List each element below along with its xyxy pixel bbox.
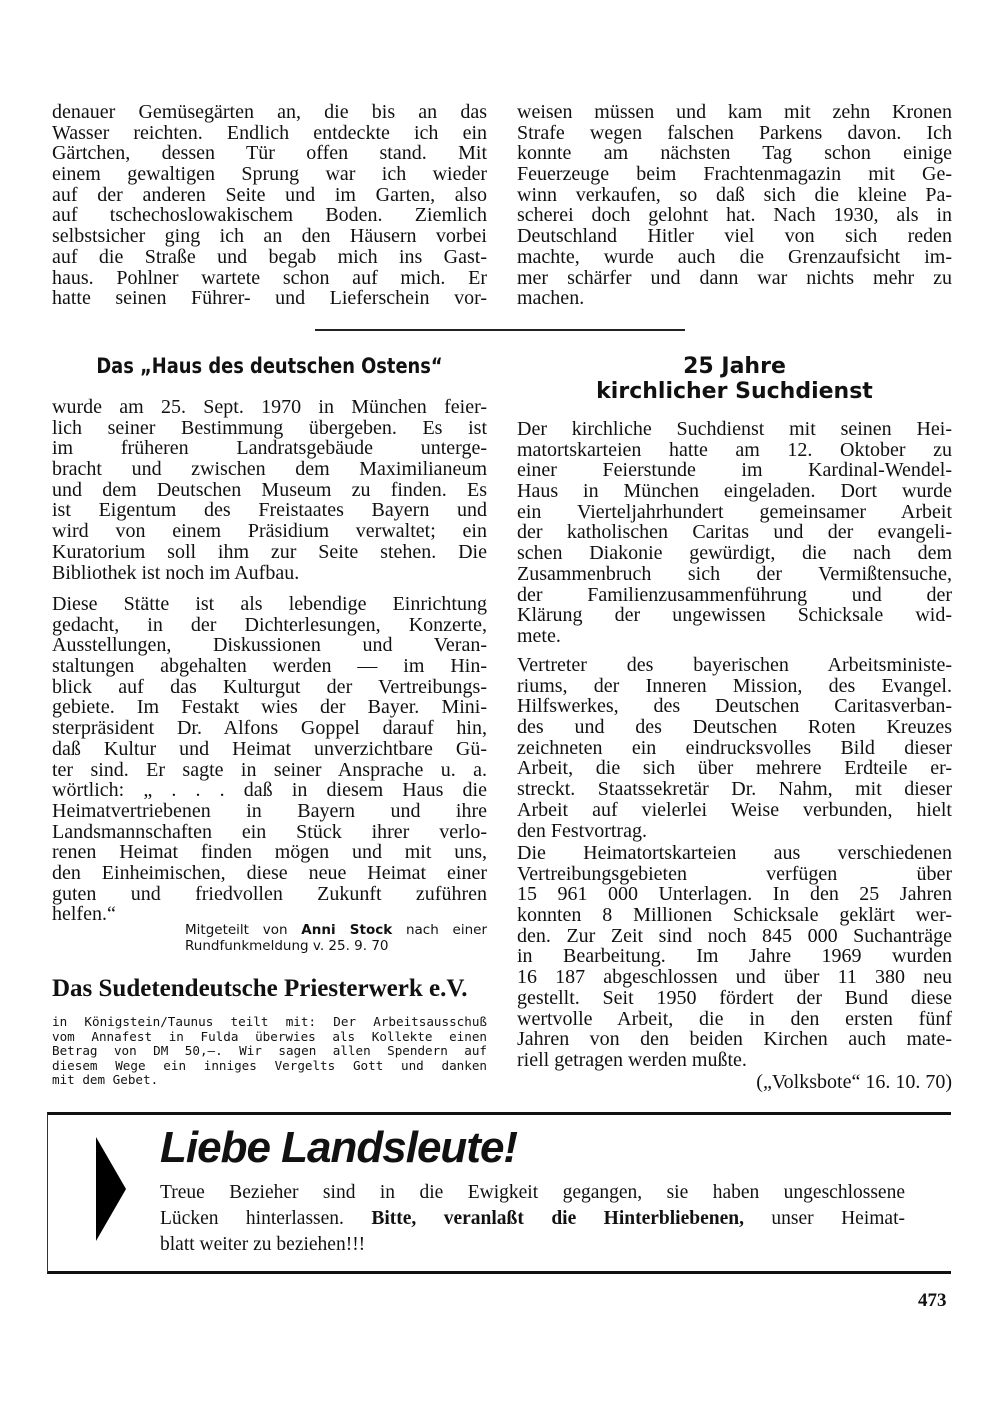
text-line: Landsmannschaften ein Stück ihrer verlo- — [52, 820, 487, 843]
text-line: Deutschland Hitler viel von sich reden — [517, 225, 952, 248]
text-line: Feuerzeuge beim Frachtenmagazin mit Ge- — [517, 163, 952, 186]
text-line: Bibliothek ist noch im Aufbau. — [52, 561, 300, 584]
divider-rule — [315, 329, 685, 331]
text-line: konnten 8 Millionen Schicksale geklärt wer- — [517, 904, 952, 927]
suchdienst-heading — [517, 354, 952, 404]
text-line: Kuratorium soll ihm zur Seite stehen. Die — [52, 540, 487, 563]
heading-line: kirchlicher Suchdienst — [596, 379, 873, 404]
text-line: matortskarteien hatte am 12. Oktober zu — [517, 438, 952, 461]
text-line: renen Heimat finden mögen und mit uns, — [52, 841, 487, 864]
text-line: machte, wurde auch die Grenzaufsicht im- — [517, 245, 952, 268]
text-line: Ausstellungen, Diskussionen und Veran- — [52, 634, 487, 657]
text-line: einer Feierstunde im Kardinal-Wendel- — [517, 459, 952, 482]
text-line: wörtlich: „ . . . daß in diesem Haus die — [52, 779, 487, 802]
arrow-triangle-icon — [96, 1137, 126, 1241]
text-line: Die Heimatortskarteien aus verschiedenen — [517, 842, 952, 864]
text-line: 15 961 000 Unterlagen. In den 25 Jahren — [517, 883, 952, 906]
text-line: machen. — [517, 287, 585, 310]
suchdienst-paragraph-1 — [517, 419, 952, 647]
text-line: riell getragen werden mußte. — [517, 1048, 747, 1071]
text-line: winn verkaufen, so daß sich die kleine Pa- — [517, 183, 952, 206]
suchdienst-paragraph-3 — [517, 843, 952, 1071]
text-line: einem gewaltigen Sprung war ich wieder — [52, 163, 487, 186]
credit-text: Mitgeteilt von — [185, 922, 302, 938]
text-line: bracht und zwischen dem Maximilianeum — [52, 458, 487, 481]
text-line: riums, der Inneren Mission, des Evangel. — [517, 674, 952, 697]
text-line: auf der anderen Seite und im Garten, also — [52, 183, 487, 206]
text-line: Hilfswerkes, des Deutschen Caritasverban- — [517, 695, 952, 718]
text-line: im früheren Landratsgebäude unterge- — [52, 437, 487, 460]
haus-credit — [185, 922, 487, 954]
text-line: in Königstein/Taunus teilt mit: Der Arbeitsausschuß — [52, 1014, 487, 1029]
text-line: guten und friedvollen Zukunft zuführen — [52, 882, 487, 905]
text-line: Wasser reichten. Endlich entdeckte ich ein — [52, 121, 487, 144]
notice-line: Lücken hinterlassen. — [160, 1208, 372, 1229]
text-line: Vertreibungsgebieten verfügen über — [517, 862, 952, 885]
text-line: sterpräsident Dr. Alfons Goppel darauf hin, — [52, 717, 487, 740]
text-line: Arbeit, die sich über mehrere Erdteile er- — [517, 757, 952, 780]
credit-author: Anni Stock — [301, 922, 393, 938]
text-line: Zusammenbruch sich der Vermißtensuche, — [517, 562, 952, 585]
top-left-continuation — [52, 102, 487, 309]
top-right-continuation — [517, 102, 952, 309]
text-line: scherei doch gelohnt hat. Nach 1930, als in — [517, 204, 952, 227]
priesterwerk-heading: Das Sudetendeutsche Priesterwerk e.V. — [52, 975, 468, 1002]
text-line: lich seiner Bestimmung übergeben. Es ist — [52, 416, 487, 439]
text-line: wurde am 25. Sept. 1970 in München feier- — [52, 396, 487, 418]
heading-line: 25 Jahre — [683, 354, 786, 379]
text-line: vom Annafest in Fulda überwies als Kollekte einen — [52, 1028, 487, 1044]
haus-paragraph-2 — [52, 594, 487, 925]
text-line: zeichneten ein eindrucksvolles Bild dieser — [517, 736, 952, 759]
text-line: wird von einem Präsidium verwaltet; ein — [52, 520, 487, 543]
text-line: Jahren von den beiden Kirchen auch mate- — [517, 1028, 952, 1051]
text-line: Diese Stätte ist als lebendige Einrichtung — [52, 593, 487, 615]
page-number: 473 — [918, 1290, 947, 1311]
suchdienst-paragraph-2 — [517, 655, 952, 841]
text-line: haus. Pohlner wartete schon auf mich. Er — [52, 266, 487, 289]
notice-emphasis: Bitte, veranlaßt die Hinterbliebenen, — [371, 1208, 744, 1229]
text-line: denauer Gemüsegärten an, die bis an das — [52, 101, 487, 123]
text-line: auf die Straße und begab mich ins Gast- — [52, 245, 487, 268]
text-line: Betrag von DM 50,—. Wir sagen allen Spendern auf — [52, 1043, 487, 1058]
notice-line: Treue Bezieher sind in die Ewigkeit gegangen, sie haben ungeschlossene — [160, 1182, 905, 1203]
text-line: Heimatvertriebenen in Bayern und ihre — [52, 799, 487, 822]
text-line: mit dem Gebet. — [52, 1072, 159, 1087]
text-line: auf tschechoslowakischem Boden. Ziemlich — [52, 204, 487, 227]
notice-box — [47, 1112, 951, 1274]
credit-text: Rundfunkmeldung v. 25. 9. 70 — [185, 938, 389, 954]
text-line: und dem Deutschen Museum zu finden. Es — [52, 478, 487, 501]
text-line: Klärung der ungewissen Schicksale wid- — [517, 604, 952, 627]
text-line: in Bearbeitung. Im Jahre 1969 wurden — [517, 945, 952, 968]
text-line: hatte seinen Führer- und Lieferschein vor- — [52, 287, 487, 310]
text-line: wertvolle Arbeit, die in den ersten fünf — [517, 1007, 952, 1030]
text-line: helfen.“ — [52, 903, 116, 926]
text-line: der katholischen Caritas und der evangeli- — [517, 521, 952, 544]
text-line: gebiete. Im Festakt wies der Bayer. Mini- — [52, 696, 487, 719]
suchdienst-source: („Volksbote“ 16. 10. 70) — [756, 1071, 952, 1093]
text-line: staltungen abgehalten werden — im Hin- — [52, 655, 487, 678]
text-line: daß Kultur und Heimat unverzichtbare Gü- — [52, 737, 487, 760]
notice-line: blatt weiter zu beziehen!!! — [160, 1234, 366, 1255]
text-line: gestellt. Seit 1950 fördert der Bund diese — [517, 986, 952, 1009]
text-line: diesem Wege ein inniges Vergelts Gott und danken — [52, 1057, 487, 1073]
text-line: Strafe wegen falschen Parkens davon. Ich — [517, 121, 952, 144]
text-line: den. Zur Zeit sind noch 845 000 Suchanträge — [517, 924, 952, 947]
text-line: gedacht, in der Dichterlesungen, Konzerte, — [52, 613, 487, 636]
text-line: streckt. Staatssekretär Dr. Nahm, mit dieser — [517, 778, 952, 801]
notice-title: Liebe Landsleute! — [160, 1123, 518, 1172]
text-line: mer schärfer und dann war nichts mehr zu — [517, 266, 952, 289]
text-line: 16 187 abgeschlossen und über 11 380 neu — [517, 966, 952, 989]
text-line: selbstsicher ging ich an den Häusern vorbei — [52, 225, 487, 248]
text-line: der Familienzusammenführung und der — [517, 583, 952, 606]
notice-line: unser Heimat- — [743, 1208, 905, 1229]
text-line: ter sind. Er sagte in seiner Ansprache u. a. — [52, 758, 487, 781]
text-line: den Einheimischen, diese neue Heimat einer — [52, 861, 487, 884]
priesterwerk-text — [52, 1015, 487, 1088]
text-line: Arbeit auf vielerlei Weise verbunden, hielt — [517, 798, 952, 821]
text-line: den Festvortrag. — [517, 819, 647, 842]
text-line: konnte am nächsten Tag schon einige — [517, 142, 952, 165]
haus-paragraph-1 — [52, 397, 487, 583]
text-line: Gärtchen, dessen Tür offen stand. Mit — [52, 142, 487, 165]
notice-text — [160, 1180, 905, 1258]
text-line: Haus in München eingeladen. Dort wurde — [517, 480, 952, 503]
text-line: weisen müssen und kam mit zehn Kronen — [517, 101, 952, 123]
text-line: Vertreter des bayerischen Arbeitsministe- — [517, 654, 952, 676]
text-line: mete. — [517, 624, 561, 647]
text-line: Der kirchliche Suchdienst mit seinen Hei- — [517, 418, 952, 440]
haus-heading: Das „Haus des deutschen Ostens“ — [96, 354, 443, 378]
text-line: blick auf das Kulturgut der Vertreibungs- — [52, 675, 487, 698]
text-line: ist Eigentum des Freistaates Bayern und — [52, 499, 487, 522]
text-line: des und des Deutschen Roten Kreuzes — [517, 716, 952, 739]
text-line: schen Diakonie gewürdigt, die nach dem — [517, 542, 952, 565]
credit-text: nach einer — [392, 922, 487, 938]
text-line: ein Vierteljahrhundert gemeinsamer Arbeit — [517, 500, 952, 523]
